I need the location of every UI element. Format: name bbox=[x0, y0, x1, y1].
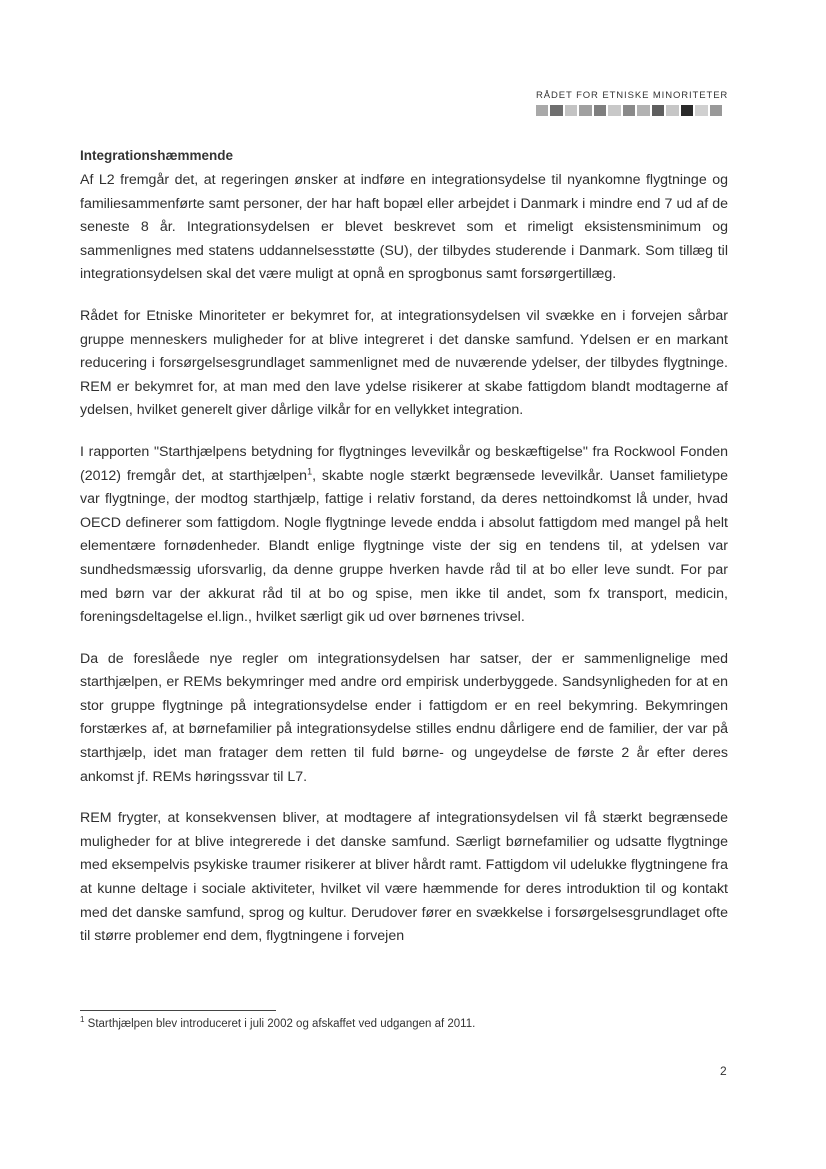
paragraph-5: REM frygter, at konsekvensen bliver, at modtagere af integrationsydelsen vil få stærkt begrænsede muligheder for at blive integrerede i det danske samfund. Særligt børnefamilier og udsatte flygtninge med eksempelvis psykiske traumer risikerer at bliver hårdt ramt. Fattigdom vil udelukke flygtningene fra at kunne deltage i sociale aktiviteter, hvilket vil være hæmmende for deres introduktion til og kontakt med det danske samfund, sprog og kultur. Derudover fører en svækkelse i forsørgelsesgrundlaget ofte til større problemer end dem, flygtningene i forvejen bbox=[80, 810, 728, 945]
logo-square-12 bbox=[695, 105, 707, 116]
footnote-marker: 1 bbox=[80, 1015, 85, 1025]
section-heading: Integrationshæmmende bbox=[80, 148, 234, 163]
paragraph-3-text-after: , skabte nogle stærkt begrænsede levevilkår. Uanset familietype var flygtninge, der modtog starthjælp, fattige i relativ forstand, da deres nettoindkomst lå under, hvad OECD definerer som fattigdom. Nogle flygtninge levede endda i absolut fattigdom med mangel på helt elementære fornødenheder. Blandt enlige flygtninge viste der sig en tendens til, at ydelsen var sundhedsmæssig uforsvarlig, da denne gruppe hverken havde råd til at bo eller leve sundt. For par med børn var der akkurat råd til at bo og spise, men ikke til andet, som fx transport, medicin, foreningsdeltagelse el.lign., hvilket særligt gik ud over børnenes trivsel. bbox=[80, 467, 728, 626]
organization-logo-bar bbox=[536, 105, 722, 116]
footnote bbox=[80, 1015, 720, 1030]
logo-square-10 bbox=[666, 105, 678, 116]
organization-header bbox=[536, 90, 729, 116]
document-body bbox=[80, 148, 728, 967]
paragraph-4: Da de foreslåede nye regler om integrationsydelsen har satser, der er sammenlignelige med starthjælpen, er REMs bekymringer med andre ord empirisk underbyggede. Sandsynligheden for at en stor gruppe flygtninge på integrationsydelse ender i fattigdom er en reel bekymring. Bekymringen forstærkes af, at børnefamilier på integrationsydelse stilles endnu dårligere end de familier, der var på starthjælp, idet man fratager dem retten til fuld børne- og ungeydelse de første 2 år efter deres ankomst jf. REMs høringssvar til L7. bbox=[80, 650, 728, 785]
logo-square-3 bbox=[565, 105, 577, 116]
footnote-reference[interactable]: 1 bbox=[307, 465, 313, 476]
paragraph-1: Af L2 fremgår det, at regeringen ønsker at indføre en integrationsydelse til nyankomne flygtninge og familiesammenførte samt personer, der har haft bopæl eller arbejdet i Danmark i mindre end 7 ud af de seneste 8 år. Integrationsydelsen er blevet beskrevet som et rimeligt eksistensminimum og sammenlignes med statens uddannelsesstøtte (SU), der tilbydes studerende i Danmark. Som tillæg til integrationsydelsen skal det være muligt at opnå en sprogbonus samt forsørgertillæg. bbox=[80, 172, 728, 283]
logo-square-11 bbox=[681, 105, 693, 116]
logo-square-7 bbox=[623, 105, 635, 116]
paragraph-3 bbox=[80, 441, 728, 630]
logo-square-13 bbox=[710, 105, 722, 116]
logo-square-2 bbox=[550, 105, 562, 116]
logo-square-5 bbox=[594, 105, 606, 116]
footnote-text: Starthjælpen blev introduceret i juli 2002 og afskaffet ved udgangen af 2011. bbox=[87, 1018, 476, 1030]
paragraph-2: Rådet for Etniske Minoriteter er bekymret for, at integrationsydelsen vil svække en i forvejen sårbar gruppe menneskers muligheder for at blive integreret i det danske samfund. Ydelsen er en markant reducering i forsørgelsesgrundlaget sammenlignet med de nuværende ydelser, der tilbydes flygtninge. REM er bekymret for, at man med den lave ydelse risikerer at skabe fattigdom blandt modtagerne af ydelsen, hvilket generelt giver dårlige vilkår for en vellykket integration. bbox=[80, 307, 728, 419]
logo-square-4 bbox=[579, 105, 591, 116]
organization-name: RÅDET FOR ETNISKE MINORITETER bbox=[536, 90, 729, 101]
page-number: 2 bbox=[720, 1064, 727, 1078]
logo-square-9 bbox=[652, 105, 664, 116]
logo-square-8 bbox=[637, 105, 649, 116]
logo-square-6 bbox=[608, 105, 620, 116]
logo-square-1 bbox=[536, 105, 548, 116]
footnote-divider bbox=[80, 1010, 276, 1011]
paragraph-3-text-before: I rapporten "Starthjælpens betydning for flygtninges levevilkår og beskæftigelse" fra Rockwool Fonden (2012) fremgår det, at starthjælpen bbox=[80, 443, 728, 484]
